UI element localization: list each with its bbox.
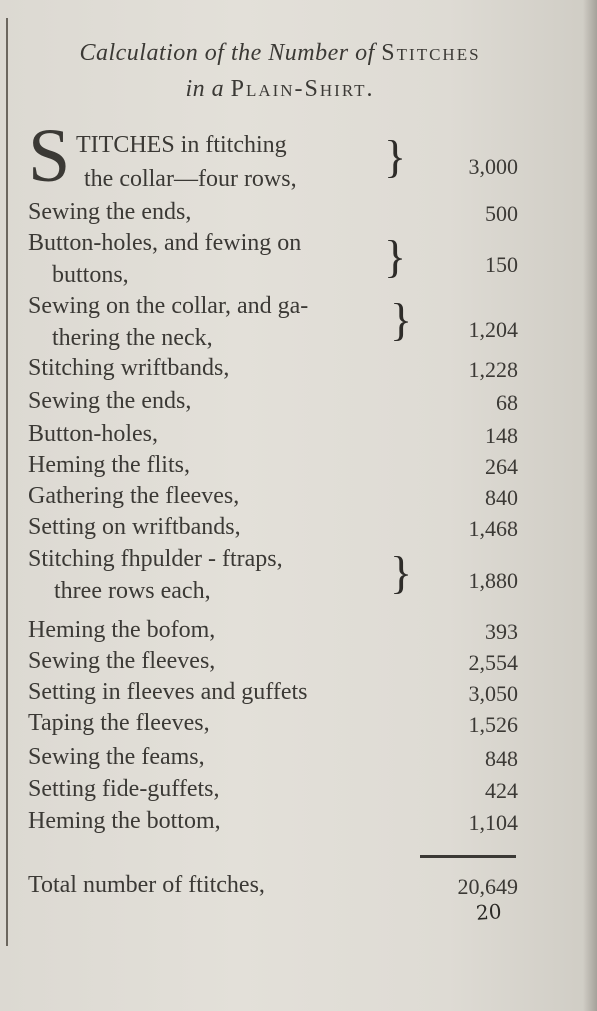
- page-subtitle: [20, 76, 540, 103]
- row-label: Heming the bofom,: [28, 617, 216, 643]
- title-smallcaps-part: Stitches: [381, 40, 481, 66]
- row-value: 393: [485, 619, 518, 644]
- row-value: 148: [485, 423, 518, 448]
- row-label-continued: three rows each,: [54, 578, 211, 604]
- row-value: 1,468: [468, 516, 518, 541]
- drop-cap: S: [28, 114, 71, 198]
- row-value: 424: [485, 778, 518, 803]
- subtitle-smallcaps-part: Plain-Shirt.: [230, 76, 375, 102]
- row-label: Setting on wriftbands,: [28, 514, 241, 540]
- row-value: 264: [485, 454, 518, 479]
- row-label-continued: thering the neck,: [52, 325, 213, 351]
- row-label: TITCHES in ftitching: [76, 132, 287, 158]
- row-value: 1,526: [468, 712, 518, 737]
- row-label: Sewing on the collar, and ga-: [28, 293, 309, 319]
- row-value: 3,050: [468, 681, 518, 706]
- row-label: Sewing the ends,: [28, 388, 192, 414]
- row-value: 2,554: [468, 650, 518, 675]
- total-value: 20,649: [457, 874, 518, 899]
- row-value: 1,880: [468, 568, 518, 593]
- row-label: Setting fide-guffets,: [28, 776, 220, 802]
- row-label: Button-holes, and fewing on: [28, 230, 302, 256]
- row-value: 68: [496, 390, 518, 415]
- row-label: Heming the bottom,: [28, 808, 221, 834]
- page-title: [20, 40, 540, 67]
- row-value: 1,204: [468, 317, 518, 342]
- row-label: Sewing the fleeves,: [28, 648, 216, 674]
- total-label: Total number of ftitches,: [28, 872, 265, 898]
- row-value: 500: [485, 201, 518, 226]
- row-value: 1,228: [468, 357, 518, 382]
- brace: }: [384, 131, 407, 182]
- brace: }: [390, 547, 413, 598]
- row-value: 3,000: [468, 154, 518, 179]
- row-label: Setting in fleeves and guffets: [28, 679, 308, 705]
- row-label: Button-holes,: [28, 421, 158, 447]
- row-value: 840: [485, 485, 518, 510]
- row-label: Taping the fleeves,: [28, 710, 210, 736]
- handwritten-correction: 20: [475, 899, 503, 925]
- row-value: 1,104: [468, 810, 518, 835]
- page-edge-shadow: [583, 0, 597, 1011]
- row-value: 150: [485, 252, 518, 277]
- row-label-continued: buttons,: [52, 262, 129, 288]
- row-label: Stitching wriftbands,: [28, 355, 230, 381]
- row-label: Stitching fhpulder - ftraps,: [28, 546, 283, 572]
- row-label: Sewing the feams,: [28, 744, 205, 770]
- row-label: Sewing the ends,: [28, 199, 192, 225]
- title-italic-part: Calculation of the Number of: [79, 40, 375, 66]
- row-value: 848: [485, 746, 518, 771]
- sum-rule: [420, 855, 516, 858]
- brace: }: [390, 294, 413, 345]
- row-label-continued: the collar—four rows,: [84, 166, 297, 192]
- margin-rule: [6, 18, 8, 946]
- row-label: Heming the flits,: [28, 452, 190, 478]
- subtitle-italic-part: in a: [185, 76, 225, 102]
- brace: }: [384, 231, 407, 282]
- row-label: Gathering the fleeves,: [28, 483, 240, 509]
